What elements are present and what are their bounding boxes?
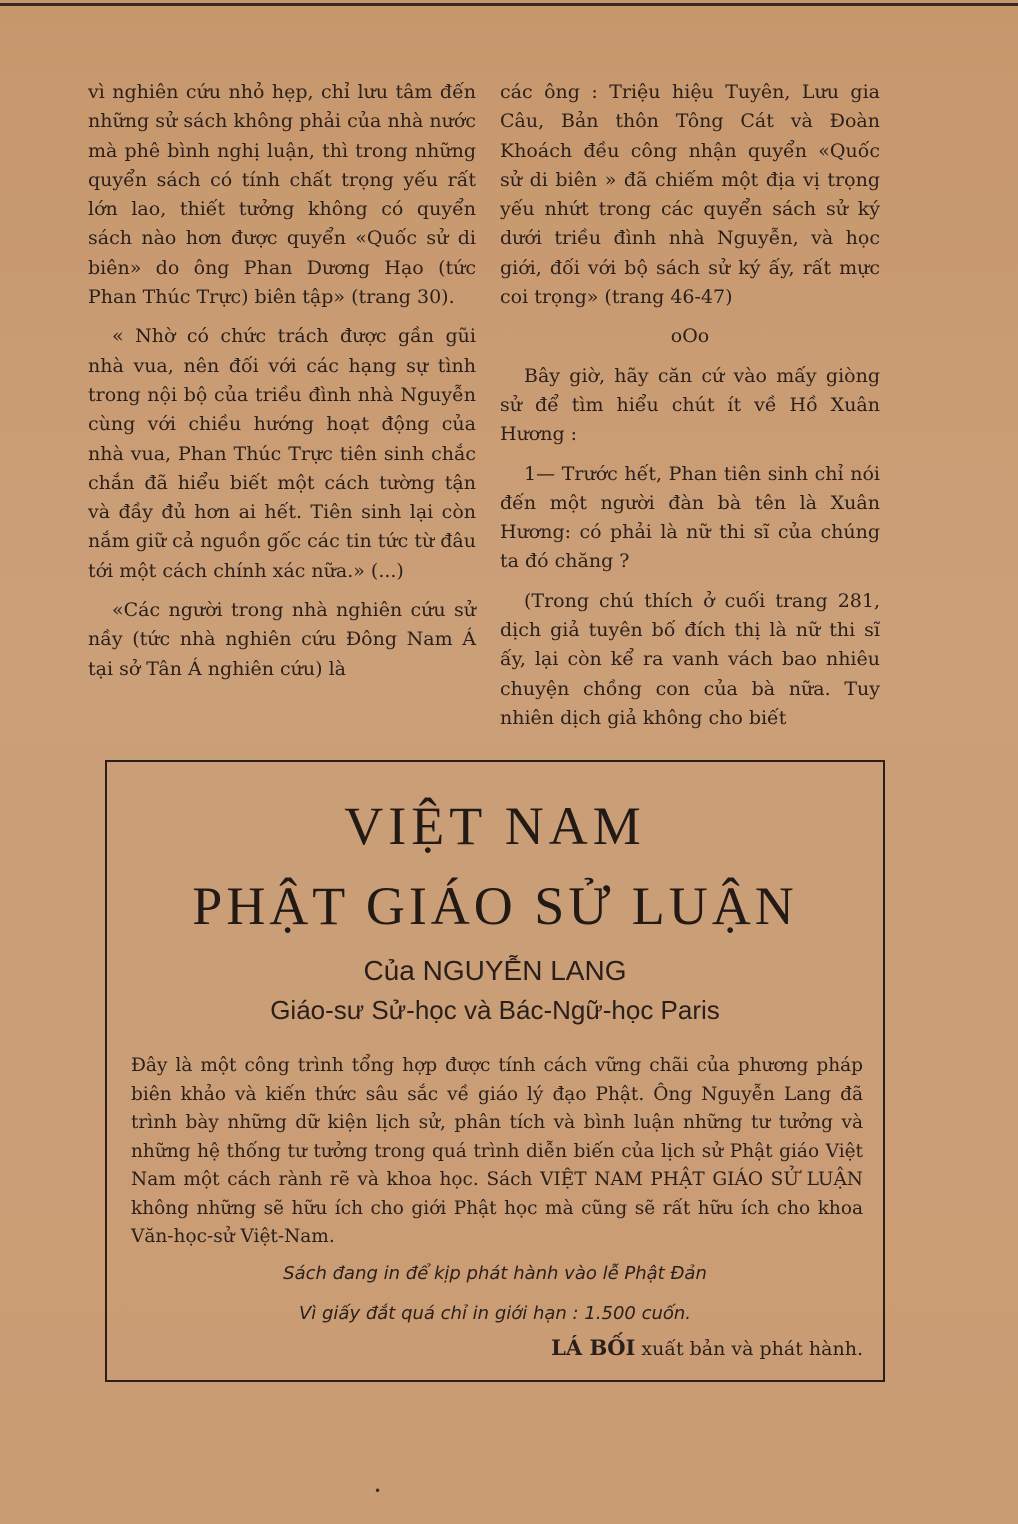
section-separator: oOo xyxy=(670,325,710,348)
ad-credentials: Giáo-sư Sử-học và Bác-Ngữ-học Paris xyxy=(270,995,720,1025)
publisher-text: xuất bản và phát hành. xyxy=(635,1338,863,1360)
publisher-name: LÁ BỐI xyxy=(551,1335,636,1360)
top-rule xyxy=(0,3,1018,6)
ad-print-note: Sách đang in để kịp phát hành vào lễ Phật Đản xyxy=(283,1262,707,1284)
ad-title-line-1: VIỆT NAM xyxy=(344,796,646,856)
right-column xyxy=(500,78,880,743)
ad-description: Đây là một công trình tổng hợp được tính cách vững chãi của phương pháp biên khảo và kiến thức sâu sắc về giáo lý đạo Phật. Ông Nguyễn Lang đã trình bày những dữ kiện lịch sử, phân tích và bình luận những tư tưởng và những hệ thống tư tưởng trong quá trình diễn biến của lịch sử Phật giáo Việt Nam một cách rành rẽ và khoa học. Sách VIỆT NAM PHẬT GIÁO SỬ LUẬN không những sẽ hữu ích cho giới Phật học mà cũng sẽ rất hữu ích cho khoa Văn-học-sử Việt-Nam. xyxy=(131,1055,863,1247)
left-column xyxy=(88,78,476,694)
ad-author: Của NGUYỄN LANG xyxy=(363,955,627,986)
right-paragraph-4: (Trong chú thích ở cuối trang 281, dịch giả tuyên bố đích thị là nữ thi sĩ ấy, lại còn kể ra vanh vách bao nhiêu chuyện chồng con của bà nữa. Tuy nhiên dịch giả không cho biết xyxy=(500,589,880,729)
right-paragraph-3: 1— Trước hết, Phan tiên sinh chỉ nói đến một người đàn bà tên là Xuân Hương: có phải là nữ thi sĩ của chúng ta đó chăng ? xyxy=(500,462,880,573)
ad-limit-note: Vì giấy đắt quá chỉ in giới hạn : 1.500 cuốn. xyxy=(298,1302,692,1324)
ad-publisher-line xyxy=(551,1335,863,1360)
book-advertisement-box xyxy=(105,760,885,1382)
left-paragraph-3: «Các người trong nhà nghiên cứu sử nầy (tức nhà nghiên cứu Đông Nam Á tại sở Tân Á nghiên cứu) là xyxy=(88,599,476,680)
bottom-dot-mark: • xyxy=(374,1484,382,1498)
left-paragraph-2: « Nhờ có chức trách được gần gũi nhà vua, nên đối với các hạng sự tình trong nội bộ của triều đình nhà Nguyễn cùng với chiều hướng hoạt động của nhà vua, Phan Thúc Trực tiên sinh chắc chắn đã hiểu biết một cách tường tận và đầy đủ hơn ai hết. Tiên sinh lại còn nắm giữ cả nguồn gốc các tin tức từ đâu tới một cách chính xác nữa.» (...) xyxy=(88,325,476,582)
left-paragraph-1: vì nghiên cứu nhỏ hẹp, chỉ lưu tâm đến những sử sách không phải của nhà nước mà phê bình nghị luận, thì trong những quyển sách có tính chất trọng yếu rất lớn lao, thiết tưởng không có quyển sách nào hơn được quyển «Quốc sử di biên» do ông Phan Dương Hạo (tức Phan Thúc Trực) biên tập» (trang 30). xyxy=(88,81,476,309)
ad-title-line-2: PHẬT GIÁO SỬ LUẬN xyxy=(192,876,798,936)
right-paragraph-1: các ông : Triệu hiệu Tuyên, Lưu gia Câu, Bản thôn Tông Cát và Đoàn Khoách đều công nhận quyển «Quốc sử di biên » đã chiếm một địa vị trọng yếu nhứt trong các quyển sách sử ký dưới triều đình nhà Nguyễn, và học giới, đối với bộ sách sử ký ấy, rất mực coi trọng» (trang 46-47) xyxy=(500,81,880,309)
right-paragraph-2: Bây giờ, hãy căn cứ vào mấy giòng sử để tìm hiểu chút ít về Hồ Xuân Hương : xyxy=(500,364,880,446)
